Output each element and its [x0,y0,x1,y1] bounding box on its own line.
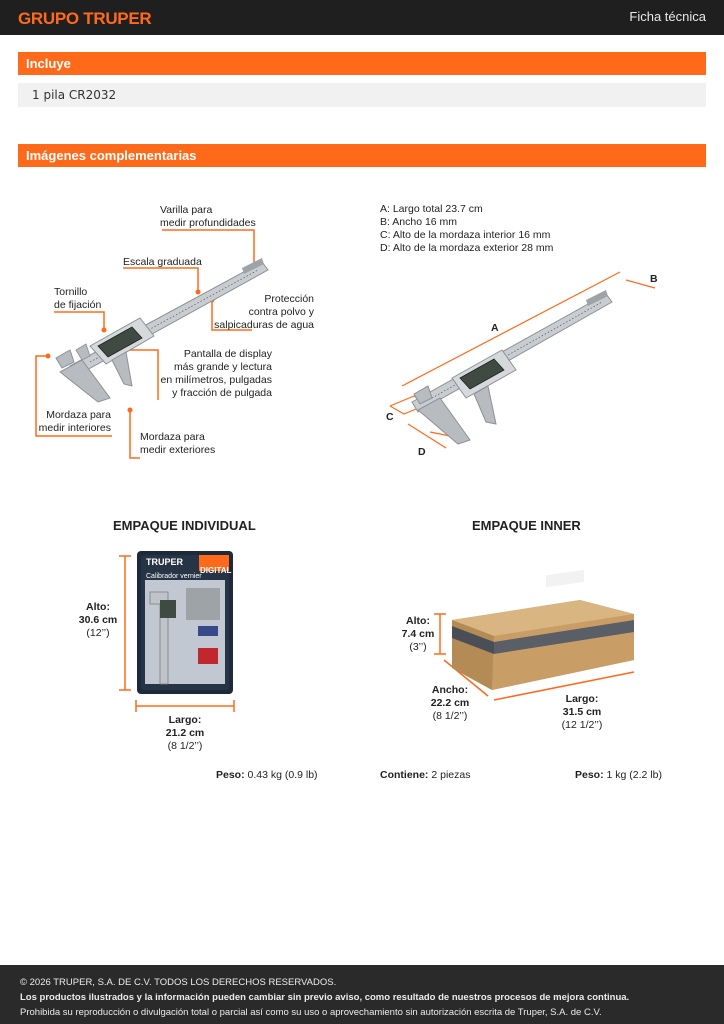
dim-letter-a: A [491,322,499,334]
inner-contains: Contiene: 2 piezas [380,769,471,781]
pack-name: Calibrador vernier [146,573,202,580]
label-outer-jaw: Mordaza para medir exteriores [140,431,216,456]
individual-weight: Peso: 0.43 kg (0.9 lb) [216,769,318,781]
dim-letter-c: C [386,411,394,423]
label-locking-screw: Tornillo de fijación [54,286,102,311]
footer-notice: Los productos ilustrados y la información pueden cambiar sin previo aviso, como resultado de nuestros procesos de mejora continua. [20,992,630,1003]
label-graduated-scale: Escala graduada [123,256,202,268]
pack-tag: DIGITAL [200,566,232,575]
includes-section-title: Incluye [18,52,706,75]
complementary-section-title: Imágenes complementarias [18,144,706,167]
pack-brand: TRUPER [146,557,184,567]
inner-height: Alto: 7.4 cm (3’’) [401,615,435,653]
label-display-screen: Pantalla de display más grande y lectura en milímetros, pulgadas y fracción de pulgada [160,348,272,399]
inner-pack-title: EMPAQUE INNER [472,518,581,533]
brand-logo: GRUPO TRUPER [18,9,152,28]
label-inner-jaw: Mordaza para medir interiores [38,409,111,434]
inner-length: Largo: 31.5 cm (12 1/2’’) [561,693,603,731]
dim-letter-d: D [418,446,426,458]
inner-width: Ancho: 22.2 cm (8 1/2’’) [430,684,470,722]
label-depth-rod: Varilla para medir profundidades [160,204,256,229]
label-dust-protection: Protección contra polvo y salpicaduras de agua [214,293,314,331]
footer-prohibition: Prohibida su reproducción o divulgación total o parcial así como su uso o aprovechamiento sin autorización escrita de Truper, S.A. de C.V. [20,1007,602,1018]
footer-copyright: © 2026 TRUPER, S.A. DE C.V. TODOS LOS DERECHOS RESERVADOS. [20,977,337,988]
individual-length: Largo: 21.2 cm (8 1/2’’) [165,714,205,752]
dimensions-list: A: Largo total 23.7 cm B: Ancho 16 mm C: Alto de la mordaza interior 16 mm D: Alto de la mordaza exterior 28 mm [380,203,554,254]
individual-pack-title: EMPAQUE INDIVIDUAL [113,518,256,533]
footer [0,965,724,1024]
inner-weight: Peso: 1 kg (2.2 lb) [575,769,662,781]
individual-height: Alto: 30.6 cm (12’’) [78,601,118,639]
includes-item: 1 pila CR2032 [18,83,706,107]
document-type: Ficha técnica [629,9,706,24]
dim-letter-b: B [650,273,658,285]
